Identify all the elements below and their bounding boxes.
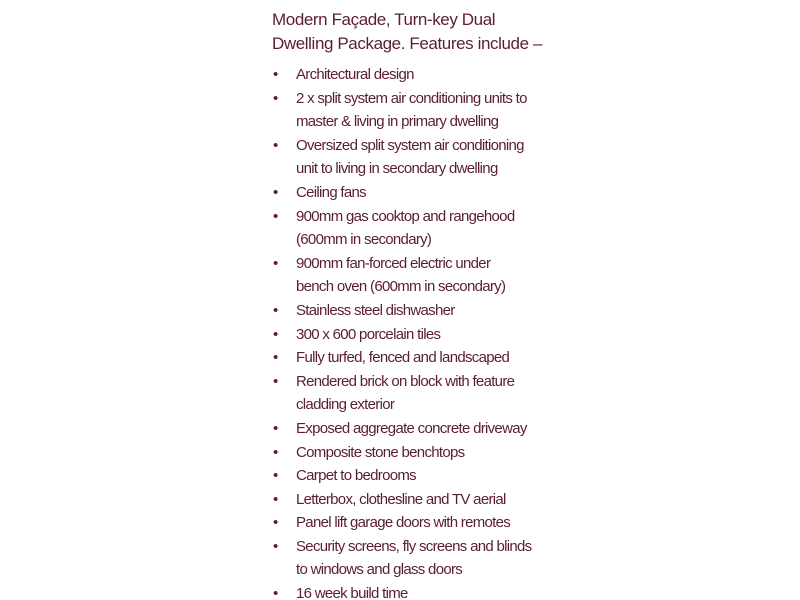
bullet-icon: • [273,207,278,225]
feature-item [272,205,562,252]
feature-text: Stainless steel dishwasher [296,301,455,319]
bullet-icon: • [273,372,278,390]
feature-text: Rendered brick on block with feature [296,372,515,390]
feature-text: cladding exterior [296,396,395,414]
bullet-icon: • [273,66,278,83]
bullet-icon: • [273,183,278,201]
feature-text: 16 week build time [296,585,408,600]
feature-text: Security screens, fly screens and blinds [296,537,532,555]
feature-text: 2 x split system air conditioning units to [296,89,527,107]
package-heading [272,8,562,56]
bullet-icon: • [273,301,278,319]
feature-item [272,299,562,323]
features-card [272,8,572,600]
feature-text: bench oven (600mm in secondary) [296,278,506,296]
feature-item [272,134,562,181]
bullet-icon: • [273,585,278,600]
feature-text: Composite stone benchtops [296,443,465,461]
feature-item [272,323,562,347]
feature-item [272,511,562,535]
feature-item [272,181,562,205]
feature-item [272,87,562,134]
feature-item [272,535,562,582]
feature-text: Carpet to bedrooms [296,467,416,485]
feature-item [272,346,562,370]
feature-text: Oversized split system air conditioning [296,136,524,154]
bullet-icon: • [273,537,278,555]
bullet-icon: • [273,136,278,154]
feature-item [272,582,562,600]
bullet-icon: • [273,490,278,508]
feature-text: Exposed aggregate concrete driveway [296,419,527,437]
heading-line-2: Dwelling Package. Features include – [272,34,543,53]
bullet-icon: • [273,443,278,461]
feature-text: master & living in primary dwelling [296,113,499,131]
feature-text: unit to living in secondary dwelling [296,160,498,178]
bullet-icon: • [273,325,278,343]
feature-text: 900mm fan-forced electric under [296,254,491,272]
feature-text: 900mm gas cooktop and rangehood [296,207,515,225]
feature-item [272,63,562,87]
feature-item [272,441,562,465]
bullet-icon: • [273,349,278,367]
bullet-icon: • [273,467,278,485]
feature-item [272,417,562,441]
feature-text: Architectural design [296,66,414,83]
feature-item [272,488,562,512]
feature-text: Panel lift garage doors with remotes [296,514,511,532]
feature-text: to windows and glass doors [296,561,463,579]
feature-item [272,370,562,417]
bullet-icon: • [273,89,278,107]
feature-text: 300 x 600 porcelain tiles [296,325,441,343]
heading-line-1: Modern Façade, Turn-key Dual [272,10,496,29]
bullet-icon: • [273,419,278,437]
feature-text: Ceiling fans [296,183,366,201]
feature-item [272,252,562,299]
feature-text: (600mm in secondary) [296,231,432,249]
feature-text: Letterbox, clothesline and TV aerial [296,490,506,508]
feature-item [272,464,562,488]
bullet-icon: • [273,514,278,532]
feature-list [272,63,572,600]
bullet-icon: • [273,254,278,272]
feature-text: Fully turfed, fenced and landscaped [296,349,510,367]
